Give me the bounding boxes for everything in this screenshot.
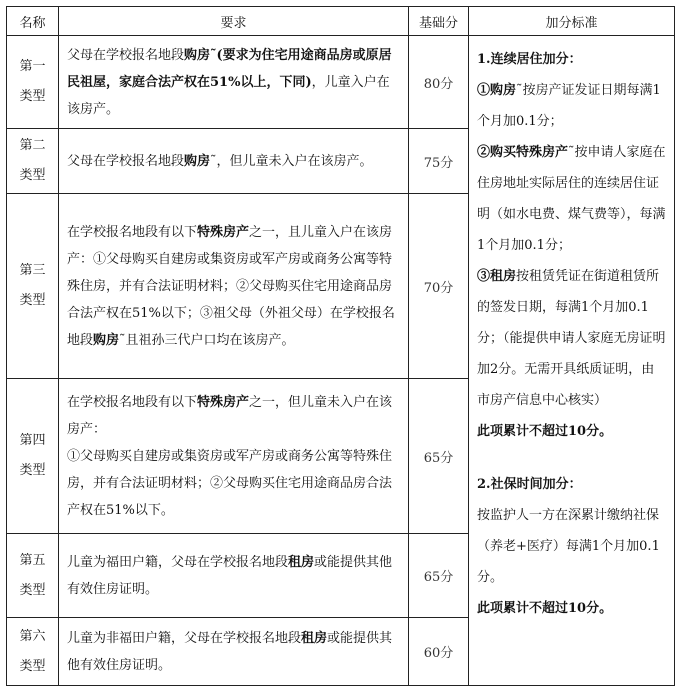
type-name-6: 第六 类型: [7, 618, 59, 686]
requirement-1: 父母在学校报名地段购房˜(要求为住宅用途商品房或原居民祖屋，家庭合法产权在51%以上，下同)，儿童入户在该房产。: [59, 36, 409, 129]
requirement-2: 父母在学校报名地段购房˜，但儿童未入户在该房产。: [59, 129, 409, 194]
bonus-item-rental: ③租房按租赁凭证在街道租赁所的签发日期，每满1个月加0.1分；（能提供申请人家庭无房证明加2分。无需开具纸质证明，由市房产信息中心核实）: [477, 269, 666, 408]
table-header-row: [7, 7, 675, 36]
requirement-6: 儿童为非福田户籍，父母在学校报名地段租房或能提供其他有效住房证明。: [59, 618, 409, 686]
type-name-5: 第五 类型: [7, 534, 59, 618]
base-score-1: 80分: [409, 36, 469, 129]
header-requirement: 要求: [59, 7, 409, 36]
header-bonus-standard: 加分标准: [469, 7, 675, 36]
type-name-2: 第二 类型: [7, 129, 59, 194]
type-name-3: 第三 类型: [7, 194, 59, 379]
bonus-item-special-property: ②购买特殊房产˜按申请人家庭在住房地址实际居住的连续居住证明（如水电费、煤气费等），每满1个月加0.1分；: [477, 145, 666, 253]
bonus-section-2-title: 2.社保时间加分：: [477, 477, 582, 492]
bonus-item-purchase: ①购房˜按房产证发证日期每满1个月加0.1分；: [477, 83, 661, 129]
header-base-score: 基础分: [409, 7, 469, 36]
bonus-section-1-limit: 此项累计不超过10分。: [477, 424, 613, 439]
bonus-section-2-limit: 此项累计不超过10分。: [477, 601, 613, 616]
base-score-6: 60分: [409, 618, 469, 686]
table-row: [7, 36, 675, 129]
requirement-5: 儿童为福田户籍，父母在学校报名地段租房或能提供其他有效住房证明。: [59, 534, 409, 618]
bonus-social-security-text: 按监护人一方在深累计缴纳社保（养老+医疗）每满1个月加0.1分。: [477, 508, 660, 585]
bonus-section-1-title: 1.连续居住加分：: [477, 52, 582, 67]
requirement-4: 在学校报名地段有以下特殊房产之一，但儿童未入户在该房产： ①父母购买自建房或集资房或军产房或商务公寓等特殊住房，并有合法证明材料；②父母购买住宅用途商品房合法产权在51%以下。: [59, 379, 409, 534]
type-name-4: 第四 类型: [7, 379, 59, 534]
bonus-standard: [469, 36, 675, 686]
base-score-4: 65分: [409, 379, 469, 534]
base-score-5: 65分: [409, 534, 469, 618]
header-name: 名称: [7, 7, 59, 36]
enrollment-score-table: [6, 6, 675, 686]
base-score-2: 75分: [409, 129, 469, 194]
base-score-3: 70分: [409, 194, 469, 379]
type-name-1: 第一 类型: [7, 36, 59, 129]
requirement-3: 在学校报名地段有以下特殊房产之一，且儿童入户在该房产：①父母购买自建房或集资房或军产房或商务公寓等特殊住房，并有合法证明材料；②父母购买住宅用途商品房合法产权在51%以下；③祖父母（外祖父母）在学校报名地段购房˜且祖孙三代户口均在该房产。: [59, 194, 409, 379]
